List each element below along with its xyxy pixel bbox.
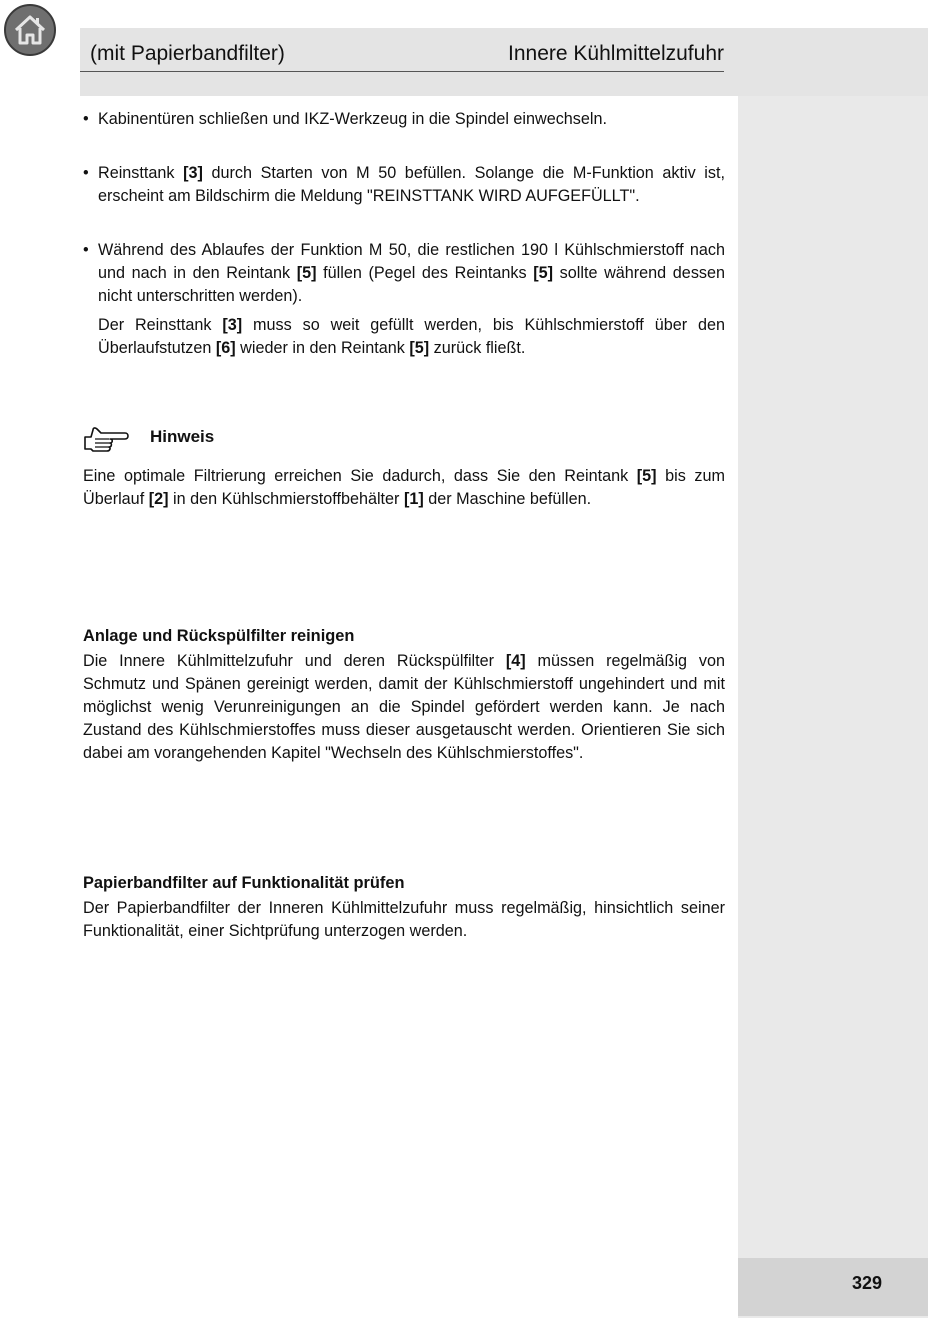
text-run: Der Reinsttank [98,316,223,334]
section-title-check: Papierbandfilter auf Funktionalität prüfen [83,874,405,892]
page-number-box [738,1258,928,1316]
reference-number: [4] [505,652,526,670]
header-chapter-title: Innere Kühlmittelzufuhr [508,42,724,65]
text-run: wieder in den Reintank [235,339,410,357]
step-item [83,239,725,308]
header-chapter-subtitle: (mit Papierbandfilter) [90,42,285,65]
text-run: Kabinentüren schließen und IKZ-Werkzeug in die Spindel einwechseln. [98,110,608,128]
reference-number: [1] [403,490,424,508]
home-icon [12,12,48,48]
text-run: der Maschine befüllen. [423,490,592,508]
text-run: Während des Ablaufes der Funktion M 50, die restlichen 190 l Kühlschmierstoff nach und nach in den Reintank [98,241,725,282]
text-run: in den Kühlschmierstoffbehälter [168,490,404,508]
home-button[interactable] [4,4,56,56]
page-content [83,108,725,943]
reference-number: [2] [148,490,169,508]
reference-number: [5] [533,264,554,282]
text-run: müssen regelmäßig von Schmutz und Spänen gereinigt werden, damit der Kühlschmierstoff ungehindert und mit möglichst wenig Verunreinigungen an die Spindel gefördert werden kann. Je nach Zustand des Kühlschmierstoffes muss dieser ausgetauscht werden. Orientieren Sie sich dabei am vorangehenden Kapitel "Wechseln des Kühlschmierstoffes". [83,652,725,762]
hint-header [83,427,725,465]
step-item [83,162,725,208]
text-run: Reinsttank [98,164,184,182]
step-continuation [83,314,725,360]
text-run: Eine optimale Filtrierung erreichen Sie dadurch, dass Sie den Reintank [83,467,637,485]
hint-title: Hinweis [150,427,215,446]
reference-number: [5] [296,264,317,282]
reference-number: [3] [183,164,203,182]
section-title-cleaning: Anlage und Rückspülfilter reinigen [83,627,355,645]
reference-number: [6] [215,339,236,357]
text-run: sollte während dessen nicht unterschritten werden). [98,264,726,305]
page-sidebar [738,96,928,1318]
page-number: 329 [851,1273,882,1293]
hint-text [83,465,725,511]
text-run: Die Innere Kühlmittelzufuhr und deren Rückspülfilter [83,652,506,670]
text-run: füllen (Pegel des Reintanks [316,264,534,282]
section-text-cleaning [83,650,725,765]
section-text-check: Der Papierbandfilter der Inneren Kühlmittelzufuhr muss regelmäßig, hinsichtlich seiner Funktionalität, einer Sichtprüfung unterzogen werden. [83,899,725,940]
header-rule [80,71,724,72]
text-run: zurück fließt. [429,339,526,357]
text-run: durch Starten von M 50 befüllen. Solange die M-Funktion aktiv ist, erscheint am Bildschirm die Meldung "REINSTTANK WIRD AUFGEFÜLLT". [98,164,725,205]
text-run: bis zum Überlauf [83,467,725,508]
text-run: muss so weit gefüllt werden, bis Kühlschmierstoff über den Überlaufstutzen [98,316,726,357]
pointing-hand-icon [83,427,129,453]
reference-number: [5] [409,339,430,357]
reference-number: [5] [636,467,657,485]
step-item [83,108,725,131]
reference-number: [3] [222,316,243,334]
